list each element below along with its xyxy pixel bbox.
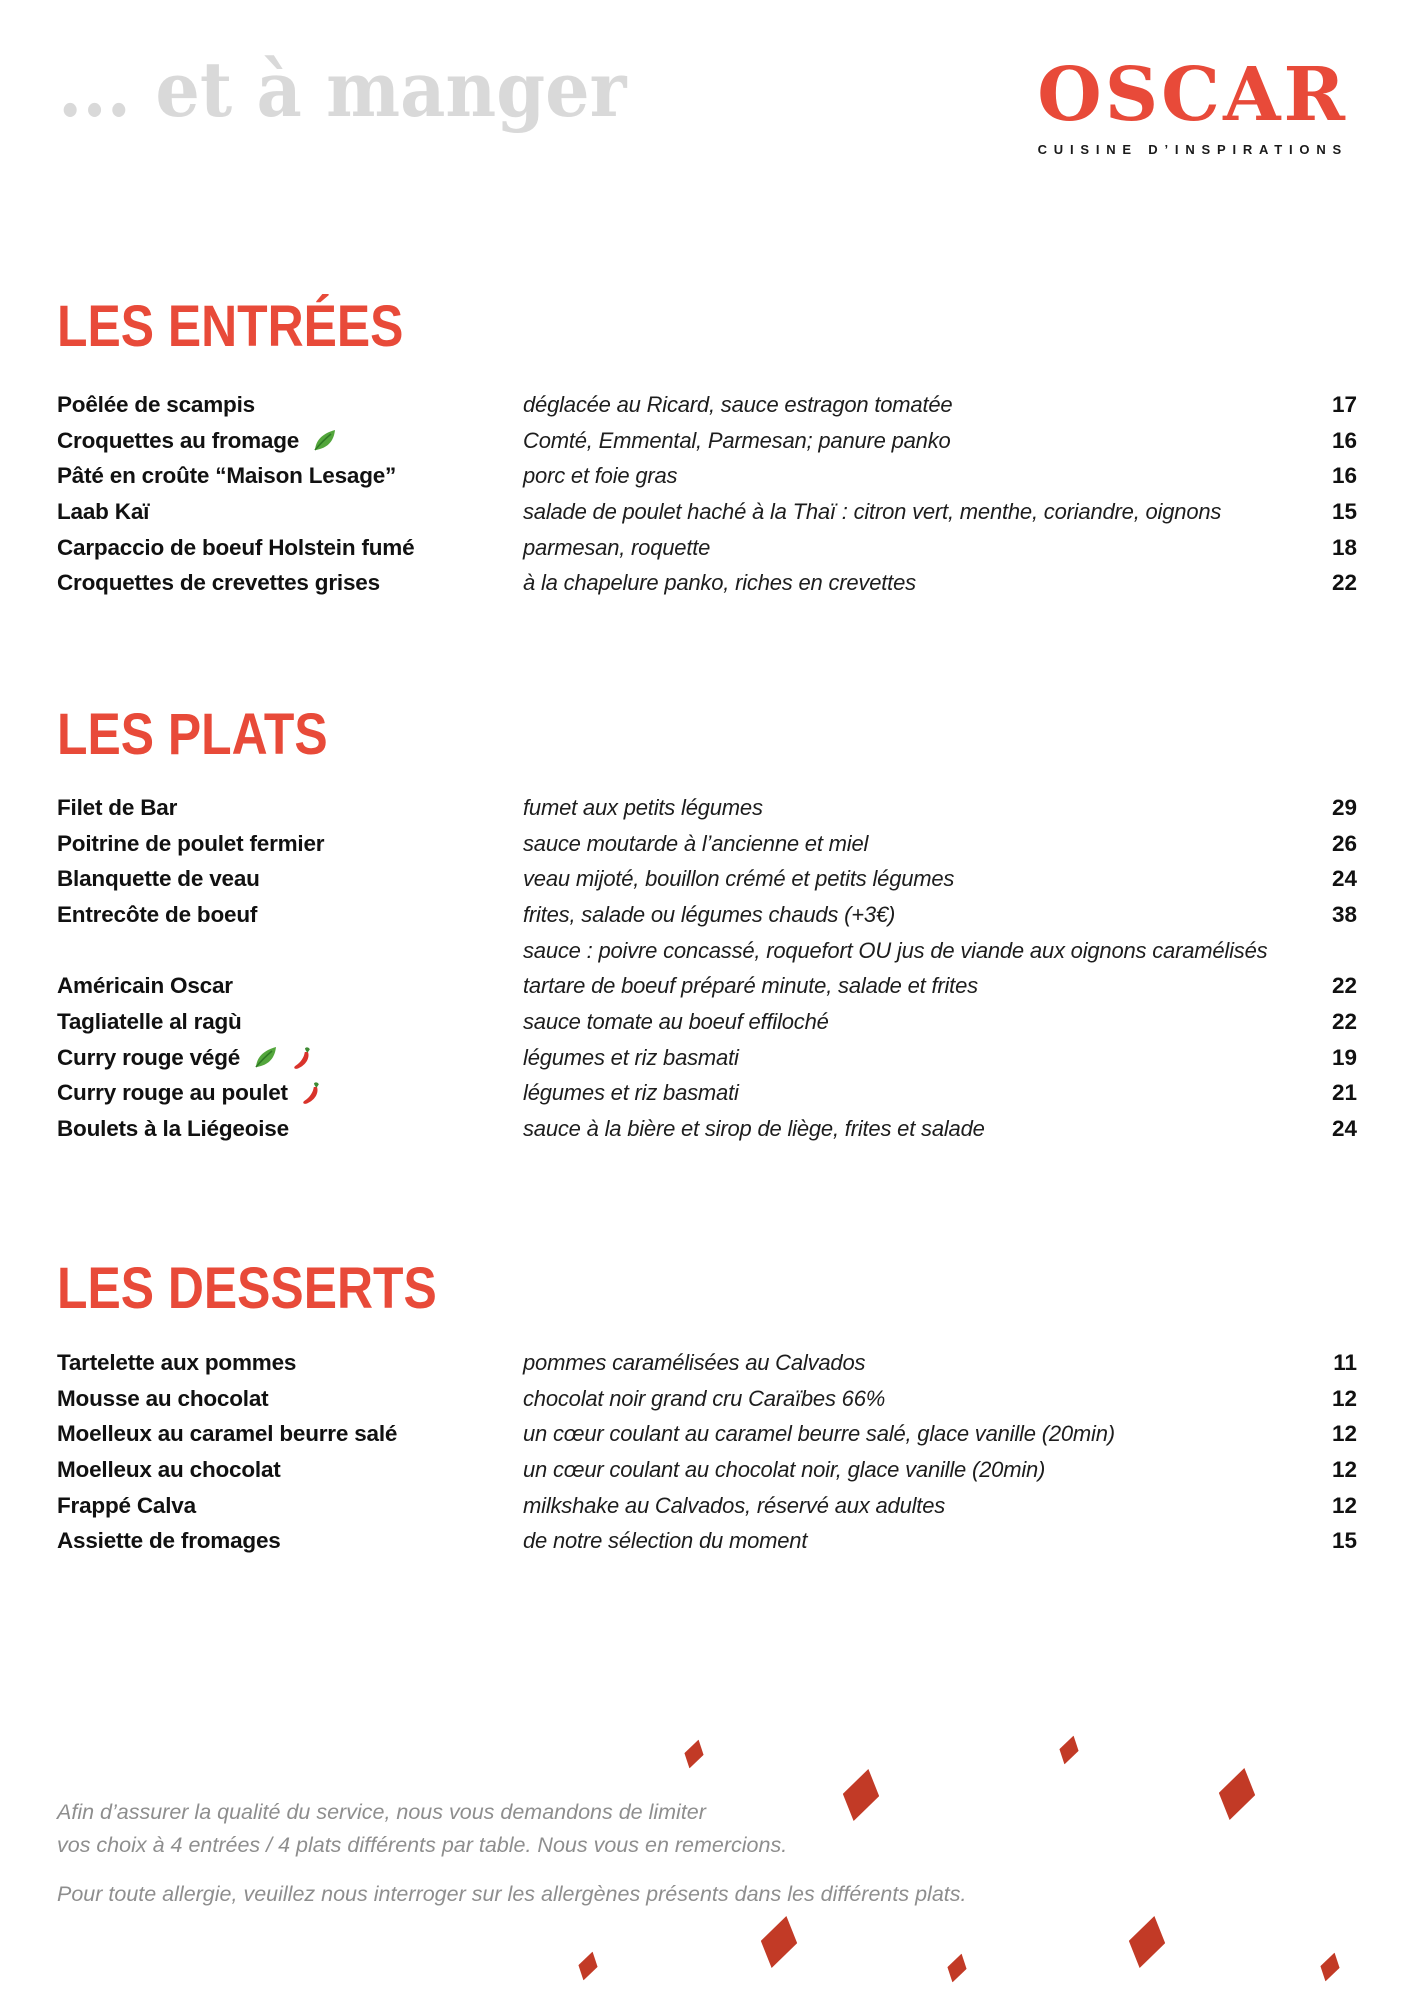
dish-description: à la chapelure panko, riches en crevettes xyxy=(523,570,916,596)
menu-item-row xyxy=(57,565,1357,601)
section-desserts-items xyxy=(57,1345,1357,1559)
dish-price: 17 xyxy=(1331,391,1357,417)
dish-description: de notre sélection du moment xyxy=(523,1528,808,1554)
dish-name-text: Assiette de fromages xyxy=(57,1528,281,1554)
section-plats-title: LES PLATS xyxy=(57,702,328,767)
confetti-diamond-icon xyxy=(944,1951,970,1985)
dish-name-text: Croquettes au fromage xyxy=(57,427,300,453)
menu-item-row xyxy=(57,530,1357,566)
dish-description: sauce : poivre concassé, roquefort OU jus de viande aux oignons caramélisés xyxy=(523,937,1268,963)
dish-description: parmesan, roquette xyxy=(523,534,711,560)
dish-price: 22 xyxy=(1331,1008,1357,1034)
service-note-line2: vos choix à 4 entrées / 4 plats différents par table. Nous vous en remercions. xyxy=(57,1833,788,1857)
dish-name xyxy=(57,1350,523,1376)
menu-item-row xyxy=(57,1416,1357,1452)
dish-price: 21 xyxy=(1331,1080,1357,1106)
dish-description: tartare de boeuf préparé minute, salade et frites xyxy=(523,973,978,999)
dish-name xyxy=(57,1044,523,1071)
dish-name-text: Américain Oscar xyxy=(57,973,233,999)
spicy-chili-icon xyxy=(291,1045,313,1071)
dish-price: 16 xyxy=(1331,427,1357,453)
menu-item-row xyxy=(57,1076,1357,1112)
dish-name xyxy=(57,866,523,892)
menu-item-row xyxy=(57,1523,1357,1559)
allergy-note: Pour toute allergie, veuillez nous interroger sur les allergènes présents dans les différents plats. xyxy=(57,1882,967,1906)
dish-description: déglacée au Ricard, sauce estragon tomatée xyxy=(523,391,953,417)
confetti-diamond-icon xyxy=(575,1949,601,1983)
dish-price: 24 xyxy=(1331,1116,1357,1142)
dish-price: 19 xyxy=(1331,1044,1357,1070)
dish-description: Comté, Emmental, Parmesan; panure panko xyxy=(523,427,951,453)
dish-name xyxy=(57,1116,523,1142)
dish-description: fumet aux petits légumes xyxy=(523,794,763,820)
dish-description: légumes et riz basmati xyxy=(523,1080,739,1106)
dish-price: 38 xyxy=(1331,901,1357,927)
dish-name-text: Poitrine de poulet fermier xyxy=(57,830,325,856)
menu-item-row xyxy=(57,1040,1357,1076)
dish-name-text: Curry rouge au poulet xyxy=(57,1080,288,1106)
dish-name xyxy=(57,499,523,525)
dish-name xyxy=(57,570,523,596)
dish-description: veau mijoté, bouillon crémé et petits légumes xyxy=(523,866,955,892)
section-entrees xyxy=(57,294,1357,596)
section-plats-items xyxy=(57,790,1357,1147)
dish-name-text: Curry rouge végé xyxy=(57,1044,241,1070)
vegetarian-leaf-icon xyxy=(252,1044,279,1071)
dish-name-text: Filet de Bar xyxy=(57,794,178,820)
dish-name xyxy=(57,1457,523,1483)
confetti-diamond-icon xyxy=(1214,1764,1260,1824)
confetti-diamond-icon xyxy=(1124,1912,1170,1972)
page-title: ... et à manger xyxy=(58,45,627,134)
menu-item-row xyxy=(57,790,1357,826)
dish-price: 15 xyxy=(1331,1528,1357,1554)
dish-name xyxy=(57,1009,523,1035)
confetti-diamond-icon xyxy=(1317,1950,1343,1984)
dish-price: 12 xyxy=(1331,1492,1357,1518)
dish-name-text: Carpaccio de boeuf Holstein fumé xyxy=(57,534,415,560)
dish-description: frites, salade ou légumes chauds (+3€) xyxy=(523,901,896,927)
service-note-line1: Afin d’assurer la qualité du service, nous vous demandons de limiter xyxy=(57,1800,706,1824)
dish-name xyxy=(57,463,523,489)
dish-price: 12 xyxy=(1331,1385,1357,1411)
dish-price: 22 xyxy=(1331,973,1357,999)
dish-name-text: Blanquette de veau xyxy=(57,866,260,892)
dish-name xyxy=(57,1528,523,1554)
confetti-diamond-icon xyxy=(756,1912,802,1972)
dish-name xyxy=(57,973,523,999)
dish-name-text: Entrecôte de boeuf xyxy=(57,901,258,927)
menu-item-row xyxy=(57,423,1357,459)
vegetarian-leaf-icon xyxy=(311,427,338,454)
dish-name-text: Mousse au chocolat xyxy=(57,1385,269,1411)
dish-price: 15 xyxy=(1331,498,1357,524)
menu-item-row xyxy=(57,897,1357,933)
dish-description: sauce à la bière et sirop de liège, frites et salade xyxy=(523,1116,985,1142)
dish-description: un cœur coulant au chocolat noir, glace vanille (20min) xyxy=(523,1456,1046,1482)
dish-description: sauce moutarde à l’ancienne et miel xyxy=(523,830,869,856)
section-desserts xyxy=(57,1256,1357,1554)
brand-tagline: CUISINE D’INSPIRATIONS xyxy=(1037,142,1348,157)
dish-name-text: Moelleux au chocolat xyxy=(57,1456,281,1482)
dish-name-text: Boulets à la Liégeoise xyxy=(57,1116,289,1142)
dish-price: 22 xyxy=(1331,570,1357,596)
dish-name-text: Tagliatelle al ragù xyxy=(57,1008,242,1034)
dish-name xyxy=(57,1493,523,1519)
dish-name xyxy=(57,831,523,857)
dish-name xyxy=(57,795,523,821)
menu-item-row xyxy=(57,933,1357,969)
service-note xyxy=(57,1796,1157,1862)
menu-item-row xyxy=(57,458,1357,494)
menu-item-row xyxy=(57,861,1357,897)
menu-item-row xyxy=(57,1488,1357,1524)
spicy-chili-icon xyxy=(300,1080,322,1106)
dish-name xyxy=(57,1386,523,1412)
dish-name-text: Tartelette aux pommes xyxy=(57,1349,297,1375)
menu-item-row xyxy=(57,1004,1357,1040)
dish-name-text: Pâté en croûte “Maison Lesage” xyxy=(57,463,397,489)
dish-name xyxy=(57,535,523,561)
section-entrees-title: LES ENTRÉES xyxy=(57,294,404,359)
menu-item-row xyxy=(57,968,1357,1004)
dish-price: 12 xyxy=(1331,1421,1357,1447)
dish-price: 24 xyxy=(1331,866,1357,892)
menu-item-row xyxy=(57,387,1357,423)
dish-name-text: Croquettes de crevettes grises xyxy=(57,570,380,596)
dish-description: un cœur coulant au caramel beurre salé, glace vanille (20min) xyxy=(523,1421,1115,1447)
menu-item-row xyxy=(57,1111,1357,1147)
confetti-diamond-icon xyxy=(1056,1733,1082,1767)
confetti-diamond-icon xyxy=(681,1737,707,1771)
dish-name xyxy=(57,1080,523,1106)
section-entrees-items xyxy=(57,387,1357,601)
dish-name xyxy=(57,902,523,928)
section-desserts-title: LES DESSERTS xyxy=(57,1256,437,1321)
dish-name xyxy=(57,1421,523,1447)
dish-price: 29 xyxy=(1331,794,1357,820)
dish-price: 26 xyxy=(1331,830,1357,856)
section-plats xyxy=(57,702,1357,1142)
dish-description: pommes caramélisées au Calvados xyxy=(523,1349,866,1375)
menu-item-row xyxy=(57,1452,1357,1488)
dish-name-text: Frappé Calva xyxy=(57,1492,196,1518)
brand-name: OSCAR xyxy=(1037,52,1348,138)
menu-item-row xyxy=(57,826,1357,862)
dish-price: 11 xyxy=(1333,1349,1357,1375)
dish-price: 16 xyxy=(1331,463,1357,489)
dish-name-text: Poêlée de scampis xyxy=(57,391,255,417)
menu-item-row xyxy=(57,494,1357,530)
dish-description: salade de poulet haché à la Thaï : citron vert, menthe, coriandre, oignons xyxy=(523,498,1222,524)
menu-item-row xyxy=(57,1381,1357,1417)
dish-description: sauce tomate au boeuf effiloché xyxy=(523,1008,829,1034)
dish-description: porc et foie gras xyxy=(523,463,678,489)
dish-name xyxy=(57,427,523,454)
footer-notes xyxy=(57,1796,1157,1911)
brand-logo xyxy=(1037,52,1348,157)
menu-item-row xyxy=(57,1345,1357,1381)
dish-description: légumes et riz basmati xyxy=(523,1044,739,1070)
dish-price: 18 xyxy=(1331,534,1357,560)
dish-price: 12 xyxy=(1331,1456,1357,1482)
dish-name-text: Moelleux au caramel beurre salé xyxy=(57,1421,398,1447)
dish-name-text: Laab Kaï xyxy=(57,498,150,524)
dish-name xyxy=(57,392,523,418)
dish-description: milkshake au Calvados, réservé aux adultes xyxy=(523,1492,946,1518)
dish-description: chocolat noir grand cru Caraïbes 66% xyxy=(523,1385,886,1411)
